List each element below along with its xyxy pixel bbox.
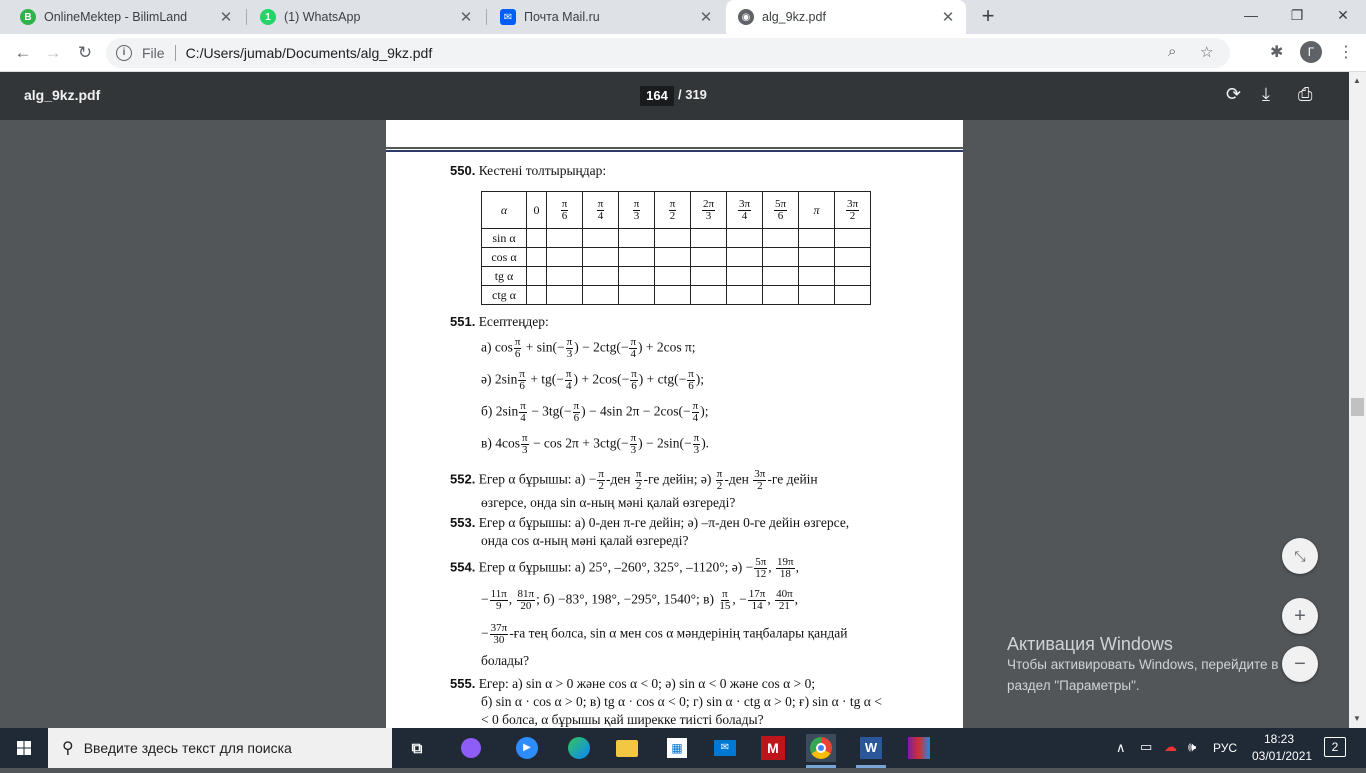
close-icon[interactable]: ✕ bbox=[459, 9, 473, 26]
table-cell: $\frac{5\pi}{6}$ bbox=[763, 192, 799, 229]
antivirus-icon[interactable]: ☁ bbox=[1164, 739, 1177, 754]
bilimland-icon: B bbox=[20, 9, 36, 25]
bookmark-star-icon[interactable]: ☆ bbox=[1200, 44, 1214, 61]
problem-552-line2: өзгерсе, онда sin α-ның мәні қалай өзгереді? bbox=[481, 495, 736, 510]
task-view-icon[interactable]: ⧉ bbox=[411, 739, 423, 757]
table-cell: $\frac{2\pi}{3}$ bbox=[691, 192, 727, 229]
search-input[interactable]: Введите здесь текст для поиска bbox=[83, 740, 292, 756]
windows-icon bbox=[0, 728, 48, 768]
problem-555: 555. Егер: а) sin α > 0 және cos α < 0; ә) sin α < 0 және cos α > 0; bbox=[450, 676, 816, 691]
tray-chevron-icon[interactable]: ∧ bbox=[1116, 740, 1126, 755]
row-label: cos α bbox=[482, 248, 527, 267]
tab-mail[interactable] bbox=[488, 0, 724, 34]
trig-table bbox=[481, 191, 871, 305]
problem-554-line2: − $\frac{11\pi}{9}$ , $\frac{81\pi}{20}$ ; б) −83°, 198°, −295°, 1540°; в) $\frac{\pi}{15}$ , − $\frac{17\pi}{14}$ , $\frac{40\pi}{21}$ , bbox=[481, 588, 799, 612]
pdf-filename: alg_9kz.pdf bbox=[24, 87, 101, 103]
problem-554-line3: − $\frac{37\pi}{30}$ -ға тең болса, sin α мен cos α мәндерінің таңбалары қандай bbox=[481, 622, 848, 646]
address-bar[interactable] bbox=[106, 38, 1230, 68]
zoom-in-button[interactable]: + bbox=[1282, 598, 1318, 634]
cortana-icon[interactable] bbox=[456, 734, 486, 762]
tab-strip bbox=[0, 0, 1366, 34]
notification-icon[interactable]: 2 bbox=[1324, 737, 1346, 757]
pdf-toolbar bbox=[0, 72, 1366, 120]
row-label: tg α bbox=[482, 267, 527, 286]
globe-icon: ◉ bbox=[738, 9, 754, 25]
problem-554-line4: болады? bbox=[481, 653, 530, 668]
browser-toolbar bbox=[0, 34, 1366, 72]
table-cell: $\frac{\pi}{4}$ bbox=[583, 192, 619, 229]
activation-title: Активация Windows bbox=[1007, 634, 1173, 654]
winrar-icon[interactable] bbox=[904, 734, 934, 762]
tab-bilimland[interactable] bbox=[8, 0, 244, 34]
minimize-button[interactable]: — bbox=[1244, 7, 1258, 23]
zoom-app-icon[interactable]: ▶ bbox=[512, 734, 542, 762]
table-cell: $\frac{3\pi}{4}$ bbox=[727, 192, 763, 229]
taskbar bbox=[0, 728, 1366, 768]
tab-title: Почта Mail.ru bbox=[524, 10, 600, 24]
new-tab-button[interactable]: + bbox=[981, 3, 995, 28]
whatsapp-icon: 1 bbox=[260, 9, 276, 25]
problem-552: 552. Егер α бұрышы: а) − $\frac{\pi}{2}$ -ден $\frac{\pi}{2}$ -ге дейін; ә) $\frac{\pi}{2}$ -ден $\frac{3\pi}{2}$ -ге дейін bbox=[450, 468, 818, 492]
maximize-button[interactable]: ❐ bbox=[1290, 7, 1304, 23]
table-row bbox=[482, 267, 871, 286]
clock-time[interactable]: 18:23 bbox=[1264, 732, 1295, 746]
reload-button[interactable]: ↻ bbox=[77, 43, 93, 62]
fit-page-button[interactable]: ⤡ bbox=[1282, 538, 1318, 574]
file-explorer-icon[interactable] bbox=[612, 734, 642, 762]
problem-551-b: ә) 2sin $\frac{\pi}{6}$ + tg(− $\frac{\pi}{4}$ ) + 2cos(− $\frac{\pi}{6}$ ) + ctg(− $\frac{\pi}{6}$ ); bbox=[481, 368, 705, 392]
mail-icon: ✉ bbox=[500, 9, 516, 25]
start-button[interactable] bbox=[0, 728, 48, 768]
table-row bbox=[482, 248, 871, 267]
problem-551-c: б) 2sin $\frac{\pi}{4}$ − 3tg(− $\frac{\pi}{6}$ ) − 4sin 2π − 2cos(− $\frac{\pi}{4}$ ); bbox=[481, 400, 709, 424]
back-button[interactable]: ← bbox=[14, 43, 32, 62]
tab-title: OnlineMektep - BilimLand bbox=[44, 10, 188, 24]
scroll-down-icon[interactable]: ▼ bbox=[1353, 714, 1361, 723]
scrollbar-thumb[interactable] bbox=[1351, 398, 1364, 416]
page-total: / 319 bbox=[678, 87, 707, 102]
extensions-icon[interactable]: ✱ bbox=[1270, 44, 1284, 61]
scheme-label: File bbox=[142, 45, 165, 61]
search-icon: ⚲ bbox=[62, 740, 74, 757]
close-icon[interactable]: ✕ bbox=[699, 9, 713, 26]
activation-line1: Чтобы активировать Windows, перейдите в bbox=[1007, 657, 1279, 672]
tab-pdf[interactable] bbox=[726, 0, 966, 34]
table-row bbox=[482, 286, 871, 305]
table-row bbox=[482, 229, 871, 248]
pdf-page bbox=[386, 149, 963, 728]
tab-title: (1) WhatsApp bbox=[284, 10, 361, 24]
activation-line2: раздел "Параметры". bbox=[1007, 678, 1140, 693]
print-icon[interactable]: ⎙ bbox=[1298, 84, 1313, 104]
forward-button[interactable]: → bbox=[44, 43, 62, 62]
table-cell: π bbox=[799, 192, 835, 229]
problem-555-line2: б) sin α · cos α > 0; в) tg α · cos α < 0; г) sin α · ctg α > 0; ғ) sin α · tg α < bbox=[481, 694, 882, 709]
row-label: sin α bbox=[482, 229, 527, 248]
problem-554: 554. Егер α бұрышы: а) 25°, –260°, 325°, –1120°; ә) − $\frac{5\pi}{12}$ , $\frac{19\pi}{18}$ , bbox=[450, 556, 799, 580]
zoom-search-icon[interactable]: ⌕ bbox=[1168, 43, 1177, 60]
chrome-icon[interactable] bbox=[806, 734, 836, 762]
url-text[interactable]: C:/Users/jumab/Documents/alg_9kz.pdf bbox=[185, 45, 433, 61]
problem-551: 551. Есептеңдер: bbox=[450, 314, 549, 329]
scroll-up-icon[interactable]: ▲ bbox=[1353, 76, 1361, 85]
network-icon[interactable]: ▭ bbox=[1140, 739, 1153, 754]
mytest-icon[interactable]: M bbox=[758, 734, 788, 762]
problem-551-a: а) cos $\frac{\pi}{6}$ + sin(− $\frac{\pi}{3}$ ) − 2ctg(− $\frac{\pi}{4}$ ) + 2cos π; bbox=[481, 336, 696, 360]
tab-whatsapp[interactable] bbox=[248, 0, 484, 34]
problem-553-line2: онда cos α-ның мәні қалай өзгереді? bbox=[481, 533, 689, 548]
tab-title: alg_9kz.pdf bbox=[762, 10, 826, 24]
table-cell: $\frac{\pi}{3}$ bbox=[619, 192, 655, 229]
zoom-out-button[interactable]: − bbox=[1282, 646, 1318, 682]
word-icon[interactable]: W bbox=[856, 734, 886, 762]
download-icon[interactable]: ⤓ bbox=[1262, 84, 1270, 104]
clock-date[interactable]: 03/01/2021 bbox=[1252, 749, 1313, 763]
table-cell: $\frac{\pi}{6}$ bbox=[547, 192, 583, 229]
table-cell: $\frac{3\pi}{2}$ bbox=[835, 192, 871, 229]
taskbar-search[interactable] bbox=[48, 728, 392, 768]
previous-page bbox=[386, 120, 963, 147]
avatar[interactable]: Г bbox=[1300, 41, 1322, 63]
store-icon[interactable]: ▦ bbox=[662, 734, 692, 762]
mail-app-icon[interactable]: ✉ bbox=[710, 734, 740, 762]
edge-icon[interactable] bbox=[564, 734, 594, 762]
close-icon[interactable]: ✕ bbox=[941, 9, 955, 26]
menu-icon[interactable]: ⋮ bbox=[1338, 44, 1354, 61]
problem-550: 550. Кестені толтырыңдар: bbox=[450, 163, 607, 178]
close-window-button[interactable]: ✕ bbox=[1337, 7, 1349, 23]
problem-551-d: в) 4cos $\frac{\pi}{3}$ − cos 2π + 3ctg(− $\frac{\pi}{3}$ ) − 2sin(− $\frac{\pi}{3}$ ). bbox=[481, 432, 710, 456]
rotate-icon[interactable]: ⟳ bbox=[1226, 84, 1242, 104]
page-number-input[interactable]: 164 bbox=[640, 86, 674, 106]
problem-555-line3: < 0 болса, α бұрышы қай ширекке тиісті болады? bbox=[481, 712, 764, 727]
table-cell: $\frac{\pi}{2}$ bbox=[655, 192, 691, 229]
scrollbar[interactable] bbox=[1349, 72, 1366, 728]
language-indicator[interactable]: РУС bbox=[1213, 741, 1238, 755]
table-cell: 0 bbox=[527, 192, 547, 229]
row-label: ctg α bbox=[482, 286, 527, 305]
info-icon[interactable]: i bbox=[116, 45, 132, 61]
table-cell: α bbox=[482, 192, 527, 229]
volume-icon[interactable]: 🕪 bbox=[1188, 739, 1197, 754]
problem-553: 553. Егер α бұрышы: а) 0-ден π-ге дейін; ә) –π-ден 0-ге дейін өзгерсе, bbox=[450, 515, 850, 530]
close-icon[interactable]: ✕ bbox=[219, 9, 233, 26]
